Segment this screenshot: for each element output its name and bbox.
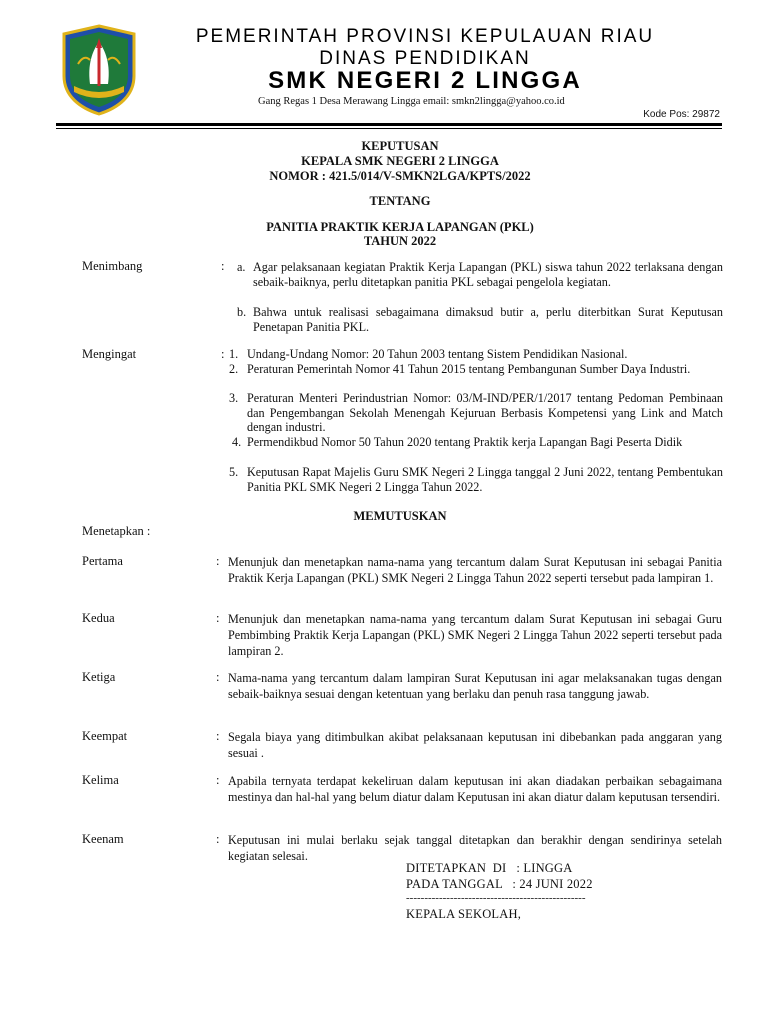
mengingat-label: Mengingat [82, 347, 137, 361]
keempat-label: Keempat [82, 729, 128, 743]
header-government: PEMERINTAH PROVINSI KEPULAUAN RIAU [195, 26, 655, 47]
menimbang-b-mark: b. [237, 305, 247, 319]
ketiga-colon: : [216, 670, 220, 684]
mengingat-item-4-num: 4. [232, 435, 242, 449]
doc-number: NOMOR : 421.5/014/V-SMKN2LGA/KPTS/2022 [269, 169, 531, 183]
header-divider-thin [56, 128, 722, 129]
keenam-colon: : [216, 832, 220, 846]
signature-title: KEPALA SEKOLAH, [406, 907, 522, 921]
header-school-name: SMK NEGERI 2 LINGGA [268, 67, 582, 94]
header-postal-code: Kode Pos: 29872 [643, 109, 720, 120]
mengingat-item-2-num: 2. [229, 362, 239, 376]
menetapkan-label: Menetapkan : [82, 524, 151, 538]
header-divider-thick [56, 123, 722, 126]
mengingat-item-5-num: 5. [229, 465, 239, 479]
ketiga-text: Nama-nama yang tercantum dalam lampiran Surat Keputusan ini agar melaksanakan tugas dengan sebaik-baiknya sesuai dengan ketentuan yang berlaku dan penuh rasa tanggung jawab. [228, 671, 722, 701]
menimbang-label: Menimbang [82, 259, 143, 273]
header-address: Gang Regas 1 Desa Merawang Lingga email: smkn2lingga@yahoo.co.id [258, 96, 565, 107]
pertama-label: Pertama [82, 554, 123, 568]
mengingat-item-1: Undang-Undang Nomor: 20 Tahun 2003 tentang Sistem Pendidikan Nasional. [247, 347, 628, 361]
kedua-colon: : [216, 611, 220, 625]
keempat-colon: : [216, 729, 220, 743]
kedua-text: Menunjuk dan menetapkan nama-nama yang tercantum dalam Surat Keputusan ini sebagai Guru Pembimbing Praktik Kerja Lapangan (PKL) SMK Negeri 2 Lingga Tahun 2022 seperti tersebut pada lampiran 2. [228, 612, 722, 658]
province-emblem-logo [60, 24, 138, 116]
signature-separator: ------------------------------------------------- [406, 892, 586, 904]
mengingat-item-3-num: 3. [229, 391, 239, 405]
mengingat-colon: : [221, 347, 225, 361]
menimbang-a-text: Agar pelaksanaan kegiatan Praktik Kerja Lapangan (PKL) siswa tahun 2022 terlaksana dengan sebaik-baiknya, perlu ditetapkan panitia PKL sebagai pengelola kegiatan. [253, 260, 723, 289]
signature-date: PADA TANGGAL : 24 JUNI 2022 [406, 877, 593, 891]
doc-issuer: KEPALA SMK NEGERI 2 LINGGA [301, 154, 499, 168]
keempat-text: Segala biaya yang ditimbulkan akibat pelaksanaan keputusan ini dibebankan pada anggaran yang sesuai . [228, 730, 722, 760]
header-department: DINAS PENDIDIKAN [319, 48, 531, 69]
signature-place: DITETAPKAN DI : LINGGA [406, 861, 573, 875]
doc-subject-year: TAHUN 2022 [363, 234, 437, 248]
keenam-text: Keputusan ini mulai berlaku sejak tanggal ditetapkan dan berakhir dengan sendirinya setelah kegiatan selesai. [228, 833, 722, 863]
mengingat-item-4: Permendikbud Nomor 50 Tahun 2020 tentang Praktik kerja Lapangan Bagi Peserta Didik [247, 435, 683, 449]
mengingat-item-1-num: 1. [229, 347, 239, 361]
menimbang-a-mark: a. [237, 260, 246, 274]
kelima-colon: : [216, 773, 220, 787]
pertama-text: Menunjuk dan menetapkan nama-nama yang tercantum dalam Surat Keputusan ini sebagai Panitia Praktik Kerja Lapangan (PKL) SMK Negeri 2 Lingga Tahun 2022 seperti tersebut pada lampiran 1. [228, 555, 722, 585]
kedua-label: Kedua [82, 611, 115, 625]
mengingat-item-3: Peraturan Menteri Perindustrian Nomor: 03/M-IND/PER/1/2017 tentang Pedoman Pembinaan dan Pengembangan Sekolah Menengah Kejuruan Berbasis Kompetensi yang Link and Match dengan industri. [247, 391, 723, 434]
mengingat-item-2: Peraturan Pemerintah Nomor 41 Tahun 2015 tentang Pembangunan Sumber Daya Industri. [247, 362, 691, 376]
mengingat-item-5: Keputusan Rapat Majelis Guru SMK Negeri 2 Lingga tanggal 2 Juni 2022, tentang Pembentukan Panitia PKL SMK Negeri 2 Lingga Tahun 2022. [247, 465, 723, 494]
doc-subject: PANITIA PRAKTIK KERJA LAPANGAN (PKL) [266, 220, 534, 234]
doc-type: KEPUTUSAN [361, 139, 439, 153]
pertama-colon: : [216, 554, 220, 568]
kelima-label: Kelima [82, 773, 119, 787]
menimbang-colon: : [221, 259, 225, 273]
ketiga-label: Ketiga [82, 670, 116, 684]
keenam-label: Keenam [82, 832, 124, 846]
menimbang-b-text: Bahwa untuk realisasi sebagaimana dimaksud butir a, perlu diterbitkan Surat Keputusan Penetapan Panitia PKL. [253, 305, 723, 334]
kelima-text: Apabila ternyata terdapat kekeliruan dalam keputusan ini akan diadakan perbaikan sebagaimana mestinya dan hal-hal yang belum diatur dalam Keputusan ini akan diatur dalam keputusan tersendiri. [228, 774, 722, 804]
doc-tentang: TENTANG [369, 194, 431, 208]
memutuskan-heading: MEMUTUSKAN [353, 509, 447, 523]
